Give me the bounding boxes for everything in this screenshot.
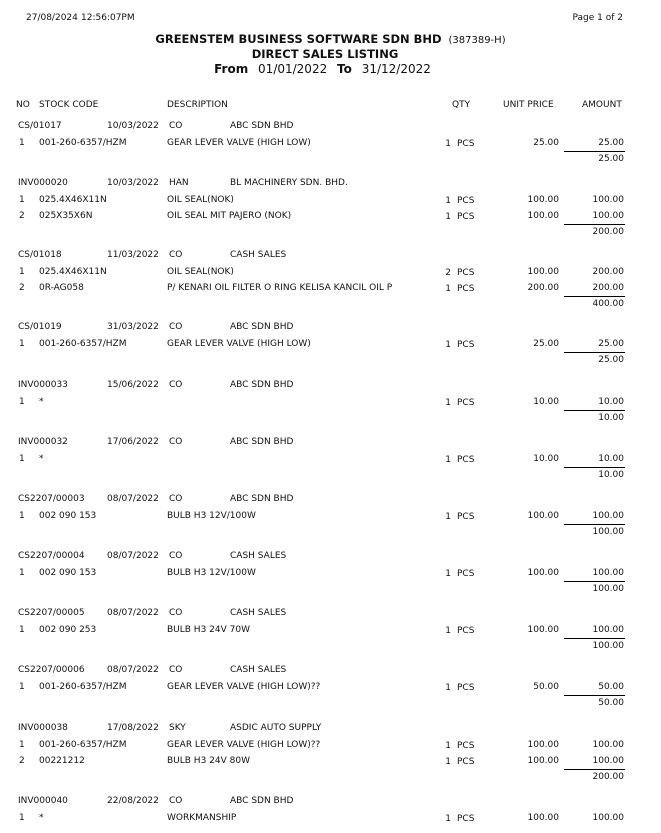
line-amount: 200.00 <box>592 283 624 293</box>
document-total: 100.00 <box>592 584 624 594</box>
item-description: GEAR LEVER VALVE (HIGH LOW) <box>167 138 311 148</box>
document-number: INV000040 <box>18 796 68 806</box>
item-qty: 2 <box>445 268 451 278</box>
col-stock-code: STOCK CODE <box>39 100 99 110</box>
document-number: CS2207/00003 <box>18 494 85 504</box>
unit-price: 100.00 <box>527 267 559 277</box>
document-number: INV000033 <box>18 380 68 390</box>
document-total: 50.00 <box>598 698 624 708</box>
item-description: BULB H3 24V 70W <box>167 625 250 635</box>
item-number: 1 <box>19 138 25 148</box>
item-qty: 1 <box>445 512 451 522</box>
unit-price: 100.00 <box>527 813 559 823</box>
item-number: 1 <box>19 397 25 407</box>
item-qty: 1 <box>445 340 451 350</box>
item-qty: 1 <box>445 757 451 767</box>
sales-agent: CO <box>169 665 183 675</box>
customer-name: ABC SDN BHD <box>230 121 294 131</box>
report-title: DIRECT SALES LISTING <box>251 47 399 61</box>
item-number: 2 <box>19 756 25 766</box>
subtotal-rule <box>564 769 625 770</box>
item-qty: 1 <box>445 398 451 408</box>
customer-name: CASH SALES <box>230 665 287 675</box>
item-qty: 1 <box>445 626 451 636</box>
item-uom: PCS <box>457 268 475 278</box>
document-number: CS2207/00004 <box>18 551 85 561</box>
line-amount: 25.00 <box>598 138 624 148</box>
stock-code: * <box>39 454 44 464</box>
subtotal-rule <box>564 695 625 696</box>
item-description: GEAR LEVER VALVE (HIGH LOW)?? <box>167 682 321 692</box>
sales-agent: CO <box>169 380 183 390</box>
unit-price: 10.00 <box>533 397 559 407</box>
document-date: 08/07/2022 <box>107 608 159 618</box>
subtotal-rule <box>564 224 625 225</box>
stock-code: 001-260-6357/HZM <box>39 339 127 349</box>
subtotal-rule <box>564 352 625 353</box>
unit-price: 100.00 <box>527 756 559 766</box>
document-number: CS/01019 <box>18 322 62 332</box>
item-uom: PCS <box>457 626 475 636</box>
stock-code: 0R-AG058 <box>39 283 84 293</box>
subtotal-rule <box>564 638 625 639</box>
sales-agent: CO <box>169 494 183 504</box>
col-qty: QTY <box>452 100 471 110</box>
document-date: 08/07/2022 <box>107 494 159 504</box>
sales-agent: CO <box>169 608 183 618</box>
document-date: 11/03/2022 <box>107 250 159 260</box>
document-number: INV000038 <box>18 723 68 733</box>
item-description: BULB H3 24V 80W <box>167 756 250 766</box>
sales-agent: CO <box>169 121 183 131</box>
sales-agent: CO <box>169 437 183 447</box>
stock-code: 002 090 153 <box>39 568 97 578</box>
col-no: NO <box>16 100 30 110</box>
document-date: 08/07/2022 <box>107 551 159 561</box>
item-uom: PCS <box>457 512 475 522</box>
document-number: INV000020 <box>18 178 68 188</box>
sales-agent: SKY <box>169 723 186 733</box>
line-amount: 50.00 <box>598 682 624 692</box>
customer-name: ABC SDN BHD <box>230 494 294 504</box>
subtotal-rule <box>564 296 625 297</box>
item-uom: PCS <box>457 139 475 149</box>
item-number: 1 <box>19 267 25 277</box>
unit-price: 25.00 <box>533 138 559 148</box>
stock-code: 025.4X46X11N <box>39 267 107 277</box>
item-qty: 1 <box>445 814 451 824</box>
document-date: 10/03/2022 <box>107 178 159 188</box>
line-amount: 200.00 <box>592 267 624 277</box>
subtotal-rule <box>564 581 625 582</box>
date-range <box>0 64 645 75</box>
company-name: GREENSTEM BUSINESS SOFTWARE SDN BHD <box>155 32 442 46</box>
customer-name: ABC SDN BHD <box>230 437 294 447</box>
document-date: 17/06/2022 <box>107 437 159 447</box>
item-number: 1 <box>19 339 25 349</box>
line-amount: 10.00 <box>598 397 624 407</box>
item-description: BULB H3 12V/100W <box>167 568 256 578</box>
stock-code: 025.4X46X11N <box>39 195 107 205</box>
company-registration: (387389-H) <box>448 35 506 46</box>
sales-agent: CO <box>169 796 183 806</box>
stock-code: 001-260-6357/HZM <box>39 138 127 148</box>
customer-name: ABC SDN BHD <box>230 380 294 390</box>
document-total: 400.00 <box>592 299 624 309</box>
item-description: OIL SEAL(NOK) <box>167 267 234 277</box>
item-uom: PCS <box>457 757 475 767</box>
line-amount: 100.00 <box>592 756 624 766</box>
customer-name: CASH SALES <box>230 551 287 561</box>
item-uom: PCS <box>457 196 475 206</box>
line-amount: 100.00 <box>592 211 624 221</box>
stock-code: 002 090 153 <box>39 511 97 521</box>
document-total: 200.00 <box>592 227 624 237</box>
line-amount: 10.00 <box>598 454 624 464</box>
item-number: 1 <box>19 625 25 635</box>
item-number: 1 <box>19 813 25 823</box>
unit-price: 25.00 <box>533 339 559 349</box>
company-line <box>0 34 661 47</box>
customer-name: CASH SALES <box>230 250 287 260</box>
item-qty: 1 <box>445 455 451 465</box>
item-description: OIL SEAL MIT PAJERO (NOK) <box>167 211 292 221</box>
line-amount: 100.00 <box>592 813 624 823</box>
item-uom: PCS <box>457 569 475 579</box>
unit-price: 100.00 <box>527 211 559 221</box>
document-number: INV000032 <box>18 437 68 447</box>
item-number: 1 <box>19 511 25 521</box>
line-amount: 100.00 <box>592 740 624 750</box>
unit-price: 50.00 <box>533 682 559 692</box>
document-total: 10.00 <box>598 413 624 423</box>
sales-agent: CO <box>169 551 183 561</box>
sales-agent: HAN <box>169 178 189 188</box>
item-uom: PCS <box>457 683 475 693</box>
document-number: CS/01017 <box>18 121 62 131</box>
to-label: To <box>337 62 352 76</box>
subtotal-rule <box>564 410 625 411</box>
customer-name: BL MACHINERY SDN. BHD. <box>230 178 348 188</box>
document-number: CS2207/00005 <box>18 608 85 618</box>
item-description: OIL SEAL(NOK) <box>167 195 234 205</box>
print-time: 12:56:07PM <box>81 13 135 23</box>
stock-code: * <box>39 397 44 407</box>
document-number: CS/01018 <box>18 250 62 260</box>
document-date: 22/08/2022 <box>107 796 159 806</box>
document-date: 15/06/2022 <box>107 380 159 390</box>
item-description: BULB H3 12V/100W <box>167 511 256 521</box>
unit-price: 200.00 <box>527 283 559 293</box>
document-total: 100.00 <box>592 527 624 537</box>
to-date: 31/12/2022 <box>361 62 431 76</box>
document-total: 10.00 <box>598 470 624 480</box>
sales-agent: CO <box>169 322 183 332</box>
from-date: 01/01/2022 <box>258 62 328 76</box>
unit-price: 100.00 <box>527 625 559 635</box>
item-qty: 1 <box>445 139 451 149</box>
item-uom: PCS <box>457 455 475 465</box>
document-total: 25.00 <box>598 355 624 365</box>
stock-code: 001-260-6357/HZM <box>39 740 127 750</box>
customer-name: ABC SDN BHD <box>230 796 294 806</box>
item-description: GEAR LEVER VALVE (HIGH LOW) <box>167 339 311 349</box>
stock-code: 025X35X6N <box>39 211 93 221</box>
stock-code: 001-260-6357/HZM <box>39 682 127 692</box>
unit-price: 100.00 <box>527 568 559 578</box>
document-total: 25.00 <box>598 154 624 164</box>
item-uom: PCS <box>457 284 475 294</box>
item-qty: 1 <box>445 741 451 751</box>
customer-name: ASDIC AUTO SUPPLY <box>230 723 322 733</box>
item-qty: 1 <box>445 683 451 693</box>
subtotal-rule <box>564 467 625 468</box>
item-number: 2 <box>19 283 25 293</box>
line-amount: 100.00 <box>592 625 624 635</box>
document-number: CS2207/00006 <box>18 665 85 675</box>
item-description: P/ KENARI OIL FILTER O RING KELISA KANCIL OIL P <box>167 283 393 293</box>
from-label: From <box>214 62 249 76</box>
stock-code: * <box>39 813 44 823</box>
document-total: 200.00 <box>592 772 624 782</box>
item-description: GEAR LEVER VALVE (HIGH LOW)?? <box>167 740 321 750</box>
item-number: 1 <box>19 740 25 750</box>
unit-price: 100.00 <box>527 511 559 521</box>
item-number: 1 <box>19 568 25 578</box>
line-amount: 100.00 <box>592 511 624 521</box>
unit-price: 100.00 <box>527 195 559 205</box>
item-number: 1 <box>19 682 25 692</box>
subtotal-rule <box>564 151 625 152</box>
unit-price: 10.00 <box>533 454 559 464</box>
print-date: 27/08/2024 <box>26 13 78 23</box>
customer-name: CASH SALES <box>230 608 287 618</box>
item-uom: PCS <box>457 741 475 751</box>
document-total: 100.00 <box>592 641 624 651</box>
item-uom: PCS <box>457 398 475 408</box>
customer-name: ABC SDN BHD <box>230 322 294 332</box>
document-date: 10/03/2022 <box>107 121 159 131</box>
item-description: WORKMANSHIP <box>167 813 237 823</box>
document-date: 08/07/2022 <box>107 665 159 675</box>
subtotal-rule <box>564 524 625 525</box>
item-qty: 1 <box>445 284 451 294</box>
item-uom: PCS <box>457 212 475 222</box>
page-number: Page 1 of 2 <box>572 13 623 23</box>
item-number: 1 <box>19 454 25 464</box>
item-qty: 1 <box>445 212 451 222</box>
stock-code: 002 090 253 <box>39 625 97 635</box>
line-amount: 100.00 <box>592 195 624 205</box>
item-qty: 1 <box>445 569 451 579</box>
col-unit-price: UNIT PRICE <box>503 100 554 110</box>
col-amount: AMOUNT <box>582 100 622 110</box>
item-number: 2 <box>19 211 25 221</box>
line-amount: 100.00 <box>592 568 624 578</box>
unit-price: 100.00 <box>527 740 559 750</box>
document-date: 31/03/2022 <box>107 322 159 332</box>
document-date: 17/08/2022 <box>107 723 159 733</box>
item-uom: PCS <box>457 340 475 350</box>
line-amount: 25.00 <box>598 339 624 349</box>
item-uom: PCS <box>457 814 475 824</box>
item-number: 1 <box>19 195 25 205</box>
item-qty: 1 <box>445 196 451 206</box>
stock-code: 00221212 <box>39 756 85 766</box>
col-description: DESCRIPTION <box>167 100 228 110</box>
sales-agent: CO <box>169 250 183 260</box>
